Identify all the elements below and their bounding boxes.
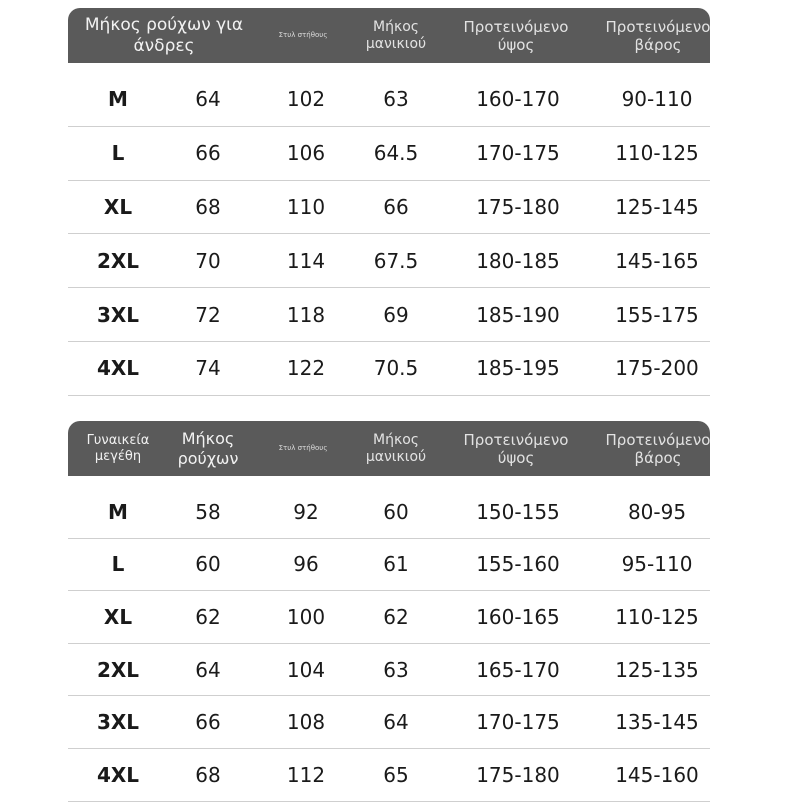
height-cell: 180-185 [476, 248, 560, 273]
length-cell: 66 [195, 710, 221, 735]
size-cell: M [108, 87, 128, 112]
height-cell: 185-190 [476, 302, 560, 327]
height-cell: 175-180 [476, 762, 560, 787]
sleeve-cell: 62 [383, 604, 409, 629]
men-table-body [68, 73, 710, 396]
women-header-sleeve: Μήκος μανικιού [365, 431, 427, 465]
women-table-body [68, 486, 710, 802]
sleeve-cell: 66 [383, 194, 409, 219]
chest-cell: 118 [286, 302, 326, 327]
weight-cell: 145-160 [615, 762, 699, 787]
women-table-header [68, 421, 710, 476]
sleeve-cell: 64.5 [373, 141, 419, 166]
men-header-weight: Προτεινόμενο βάρος [605, 17, 711, 54]
women-header-sizes: Γυναικεία μεγέθη [86, 432, 150, 464]
weight-cell: 80-95 [627, 499, 687, 524]
weight-cell: 175-200 [615, 356, 699, 381]
men-table-header [68, 8, 710, 63]
length-cell: 66 [195, 141, 221, 166]
length-cell: 62 [195, 604, 221, 629]
table-row [68, 288, 710, 342]
men-header-length-label: Μήκος ρούχων για άνδρες [84, 15, 244, 56]
length-cell: 64 [195, 87, 221, 112]
sleeve-cell: 61 [383, 552, 409, 577]
men-header-chest: Στυλ στήθους [278, 31, 328, 40]
size-cell: 4XL [96, 356, 140, 381]
sleeve-cell: 64 [383, 710, 409, 735]
chest-cell: 112 [286, 762, 326, 787]
chest-cell: 106 [286, 141, 326, 166]
men-header-height: Προτεινόμενο ύψος [463, 17, 569, 54]
chest-cell: 122 [286, 356, 326, 381]
weight-cell: 135-145 [615, 710, 699, 735]
height-cell: 160-170 [476, 87, 560, 112]
length-cell: 74 [195, 356, 221, 381]
weight-cell: 125-145 [615, 194, 699, 219]
table-row [68, 342, 710, 396]
size-cell: 4XL [96, 762, 140, 787]
chest-cell: 104 [286, 657, 326, 682]
size-cell: 3XL [96, 710, 140, 735]
length-cell: 72 [195, 302, 221, 327]
sleeve-cell: 69 [383, 302, 409, 327]
weight-cell: 95-110 [621, 552, 693, 577]
women-header-weight: Προτεινόμενο βάρος [605, 430, 711, 467]
women-header-length: Μήκος ρούχων [177, 429, 239, 468]
women-header-chest: Στυλ στήθους [278, 444, 328, 453]
height-cell: 160-165 [476, 604, 560, 629]
table-row [68, 539, 710, 592]
size-cell: 3XL [96, 302, 140, 327]
height-cell: 170-175 [476, 141, 560, 166]
sleeve-cell: 60 [383, 499, 409, 524]
weight-cell: 125-135 [615, 657, 699, 682]
table-row [68, 234, 710, 288]
size-cell: XL [103, 194, 133, 219]
weight-cell: 110-125 [615, 604, 699, 629]
chest-cell: 96 [293, 552, 319, 577]
table-row [68, 486, 710, 539]
length-cell: 60 [195, 552, 221, 577]
size-cell: L [111, 552, 125, 577]
length-cell: 68 [195, 194, 221, 219]
length-cell: 58 [195, 499, 221, 524]
chest-cell: 108 [286, 710, 326, 735]
height-cell: 170-175 [476, 710, 560, 735]
sleeve-cell: 63 [383, 87, 409, 112]
chest-cell: 110 [286, 194, 326, 219]
table-row [68, 749, 710, 802]
length-cell: 70 [195, 248, 221, 273]
sleeve-cell: 70.5 [373, 356, 419, 381]
length-cell: 64 [195, 657, 221, 682]
height-cell: 165-170 [476, 657, 560, 682]
women-header-height: Προτεινόμενο ύψος [463, 430, 569, 467]
chest-cell: 100 [286, 604, 326, 629]
weight-cell: 145-165 [615, 248, 699, 273]
weight-cell: 90-110 [621, 87, 693, 112]
size-cell: XL [103, 604, 133, 629]
sleeve-cell: 63 [383, 657, 409, 682]
table-row [68, 591, 710, 644]
men-header-sleeve: Μήκος μανικιού [365, 18, 427, 52]
chest-cell: 92 [293, 499, 319, 524]
height-cell: 155-160 [476, 552, 560, 577]
size-cell: 2XL [96, 248, 140, 273]
weight-cell: 110-125 [615, 141, 699, 166]
table-row [68, 696, 710, 749]
size-cell: M [108, 499, 128, 524]
height-cell: 175-180 [476, 194, 560, 219]
chest-cell: 114 [286, 248, 326, 273]
women-size-table [68, 421, 710, 802]
sleeve-cell: 67.5 [373, 248, 419, 273]
height-cell: 150-155 [476, 499, 560, 524]
size-cell: 2XL [96, 657, 140, 682]
weight-cell: 155-175 [615, 302, 699, 327]
sleeve-cell: 65 [383, 762, 409, 787]
table-row [68, 73, 710, 127]
table-row [68, 181, 710, 235]
table-row [68, 127, 710, 181]
height-cell: 185-195 [476, 356, 560, 381]
size-cell: L [111, 141, 125, 166]
length-cell: 68 [195, 762, 221, 787]
table-row [68, 644, 710, 697]
men-size-table [68, 8, 710, 396]
chest-cell: 102 [286, 87, 326, 112]
